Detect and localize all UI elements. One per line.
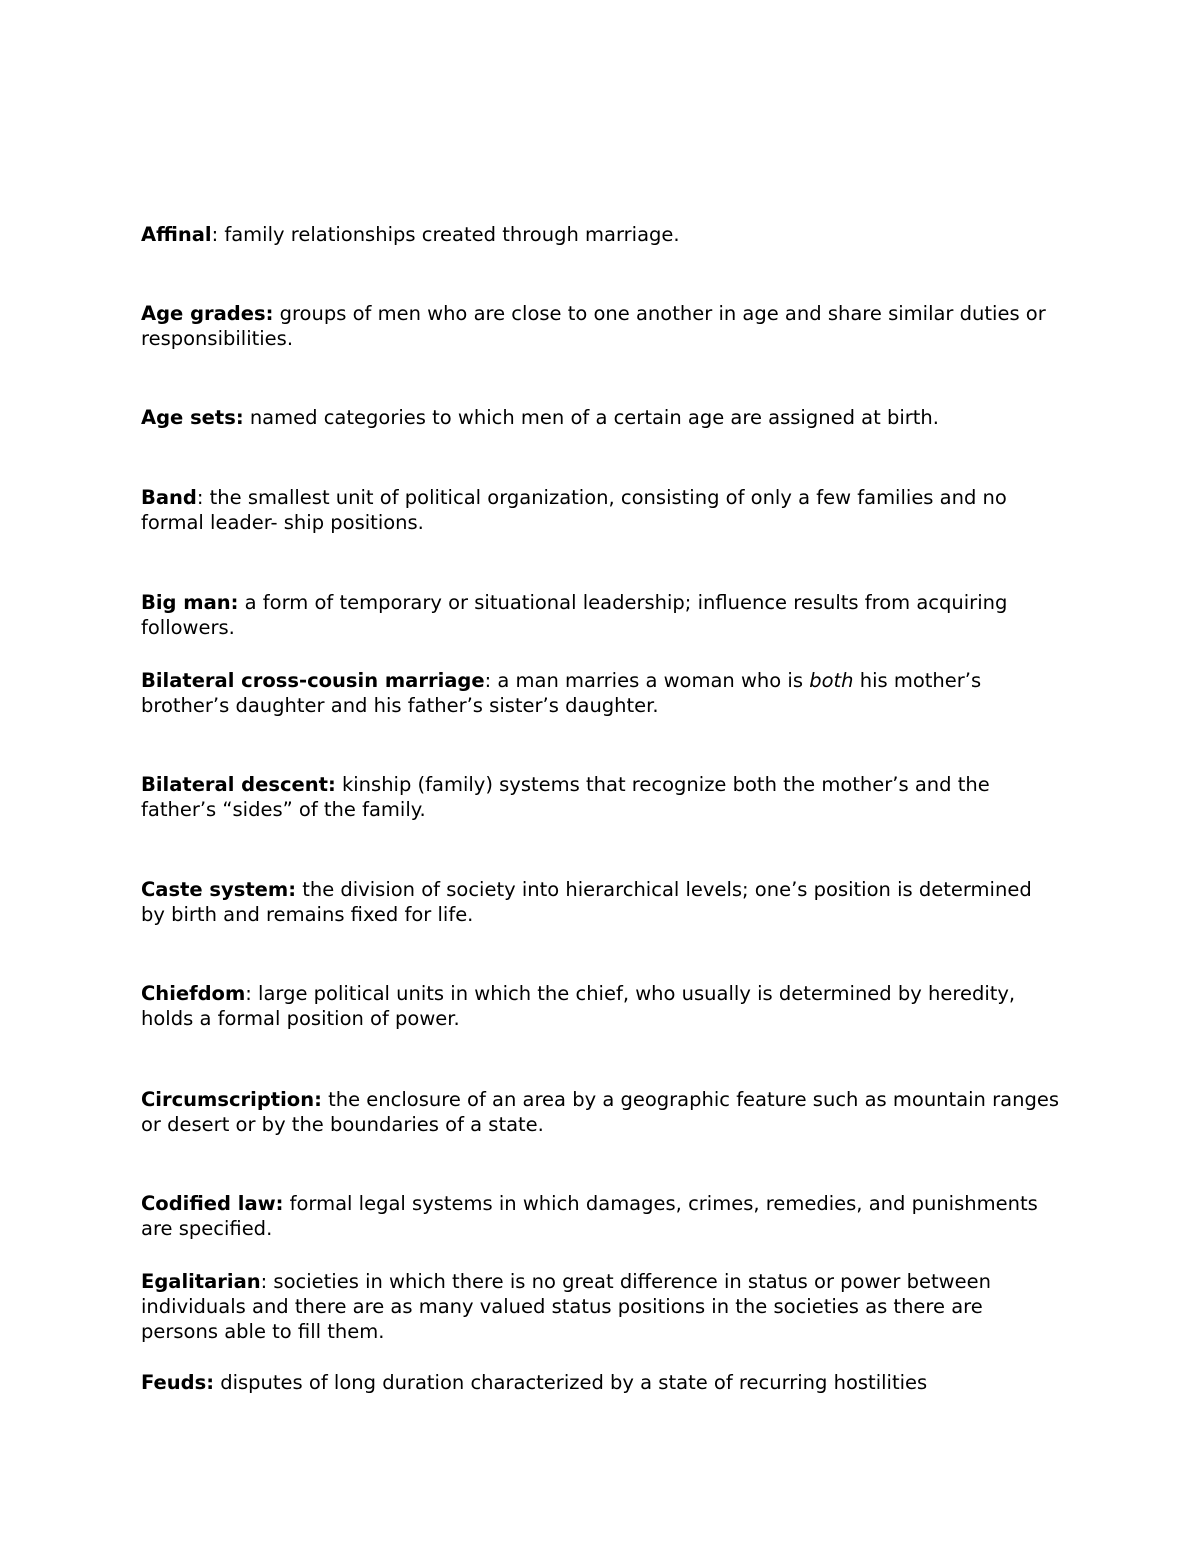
glossary-definition: societies in which there is no great difference in status or power between individuals and there are as many valued status positions in the societies as there are persons able to fill them. [141, 1270, 991, 1343]
glossary-definition: formal legal systems in which damages, crimes, remedies, and punishments are specified. [141, 1192, 1038, 1240]
glossary-entry-bilateral-descent [141, 772, 1061, 822]
glossary-entry-affinal [141, 222, 1061, 247]
glossary-entry-circumscription [141, 1087, 1061, 1137]
glossary-term: Affinal [141, 223, 212, 246]
glossary-entry-chiefdom [141, 981, 1061, 1031]
glossary-entry-bilateral-cross-cousin-marriage [141, 668, 1061, 718]
glossary-definition: family relationships created through marriage. [224, 223, 680, 246]
glossary-term: Bilateral cross-cousin marriage [141, 669, 485, 692]
glossary-term: Bilateral descent: [141, 773, 336, 796]
glossary-definition: kinship (family) systems that recognize both the mother’s and the father’s “sides” of the family. [141, 773, 990, 821]
term-separator: : [245, 982, 259, 1005]
glossary-entry-caste-system [141, 877, 1061, 927]
glossary-definition: a man marries a woman who is [497, 669, 810, 692]
glossary-entry-feuds [141, 1370, 1061, 1395]
glossary-term: Circumscription: [141, 1088, 322, 1111]
glossary-entry-big-man [141, 590, 1061, 640]
term-separator: : [196, 486, 210, 509]
glossary-term: Band [141, 486, 197, 509]
term-separator: : [260, 1270, 274, 1293]
glossary-definition: named categories to which men of a certain age are assigned at birth. [249, 406, 939, 429]
glossary-term: Chiefdom [141, 982, 246, 1005]
glossary-entry-age-sets [141, 405, 1061, 430]
glossary-definition: large political units in which the chief, who usually is determined by heredity, holds a formal position of power. [141, 982, 1016, 1030]
glossary-term: Age grades: [141, 302, 274, 325]
glossary-definition: his mother’s brother’s daughter and his father’s sister’s daughter. [141, 669, 982, 717]
glossary-definition: disputes of long duration characterized by a state of recurring hostilities [220, 1371, 928, 1394]
glossary-entry-band [141, 485, 1061, 535]
glossary-definition: a form of temporary or situational leadership; influence results from acquiring followers. [141, 591, 1008, 639]
term-separator: : [211, 223, 225, 246]
glossary-term: Egalitarian [141, 1270, 261, 1293]
term-separator: : [484, 669, 498, 692]
glossary-definition: the division of society into hierarchical levels; one’s position is determined by birth and remains fixed for life. [141, 878, 1032, 926]
glossary-definition: the smallest unit of political organization, consisting of only a few families and no formal leader- ship positions. [141, 486, 1007, 534]
glossary-term: Codified law: [141, 1192, 284, 1215]
glossary-term: Big man: [141, 591, 239, 614]
glossary-term: Age sets: [141, 406, 244, 429]
glossary-entry-egalitarian [141, 1269, 1061, 1344]
glossary-entry-codified-law [141, 1191, 1061, 1241]
glossary-definition-emphasis: both [809, 669, 854, 692]
glossary-definition: groups of men who are close to one another in age and share similar duties or responsibilities. [141, 302, 1046, 350]
glossary-term: Caste system: [141, 878, 297, 901]
glossary-term: Feuds: [141, 1371, 215, 1394]
glossary-definition: the enclosure of an area by a geographic feature such as mountain ranges or desert or by the boundaries of a state. [141, 1088, 1059, 1136]
glossary-entry-age-grades [141, 301, 1061, 351]
